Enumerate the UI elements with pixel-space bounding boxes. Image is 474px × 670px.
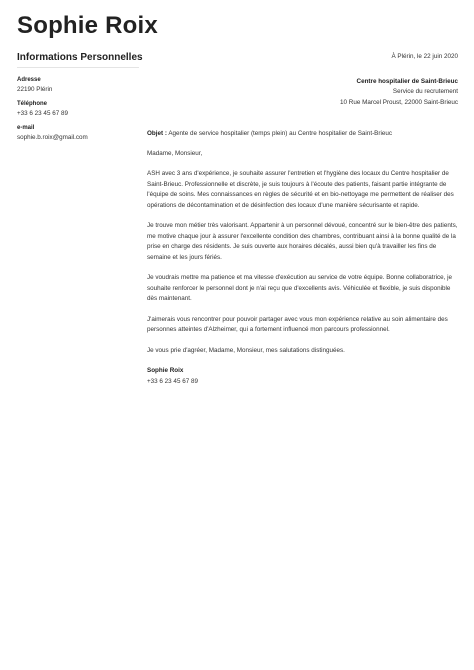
letter-subject [147,129,458,140]
recipient-service: Service du recrutement [392,88,458,95]
signature-block [147,366,458,387]
phone-value: +33 6 23 45 67 89 [17,110,68,117]
phone-label: Téléphone [17,101,48,107]
email-value: sophie.b.roix@gmail.com [17,134,88,141]
paragraph-interview: J'aimerais vous rencontrer pour pouvoir partager avec vous mon expérience relative au soin alimentaire des personnes atteintes d'Alzheimer, qui a fortement influencé mon parcours professionnel. [147,315,448,333]
subject-label: Objet : [147,130,167,137]
applicant-name: Sophie Roix [17,12,158,39]
letter-body [147,52,458,387]
paragraph-experience: ASH avec 3 ans d'expérience, je souhaite assurer l'entretien et l'hygiène des locaux du Centre hospitalier de Saint-Brieuc. Professionnelle et discrète, je suis toujours à l'écoute des patients, faisant partie intégrante de l'équipe de soins. Mes connaissances en règles de sécurité et en bio-nettoyage me permettent de réaliser des opérations de décontamination et de désinfection des locaux d'une manière sécurisante et rapide. [147,170,454,209]
subject-text: Agente de service hospitalier (temps plein) au Centre hospitalier de Saint-Brieuc [166,130,393,137]
phone-field [17,101,139,117]
paragraph-qualities: Je voudrais mettre ma patience et ma vitesse d'exécution au service de votre équipe. Bonne collaboratrice, je souhaite renforcer le personnel dont je n'ai reçu que d'excellents avis. Véhiculée et flexible, je suis disponible dès maintenant. [147,274,453,302]
recipient-address: 10 Rue Marcel Proust, 22000 Saint-Brieuc [340,98,458,106]
address-value: 22190 Plérin [17,86,53,93]
recipient-block [147,77,458,109]
letter-greeting: Madame, Monsieur, [147,149,203,157]
personal-info-title: Informations Personnelles [17,52,139,68]
paragraph-motivation: Je trouve mon métier très valorisant. Appartenir à un personnel dévoué, concentré sur le bien-être des patients, me motive chaque jour à assurer l'excellente condition des chambres, contribuant ainsi à la bonne qualité de la prise en charge des résidents. Je suis ouverte aux horaires décalés, aussi bien qu'à travailler les fins de semaine et les jours fériés. [147,222,458,261]
signature-name: Sophie Roix [147,367,184,374]
recipient-org: Centre hospitalier de Saint-Brieuc [356,77,458,85]
letter-date: À Plérin, le 22 juin 2020 [391,53,458,60]
signature-phone: +33 6 23 45 67 89 [147,377,198,385]
email-field [17,125,139,141]
personal-info-sidebar [17,52,143,149]
address-field [17,77,139,93]
address-label: Adresse [17,77,41,83]
paragraph-closing: Je vous prie d'agréer, Madame, Monsieur, mes salutations distinguées. [147,346,345,354]
email-label: e-mail [17,125,35,131]
